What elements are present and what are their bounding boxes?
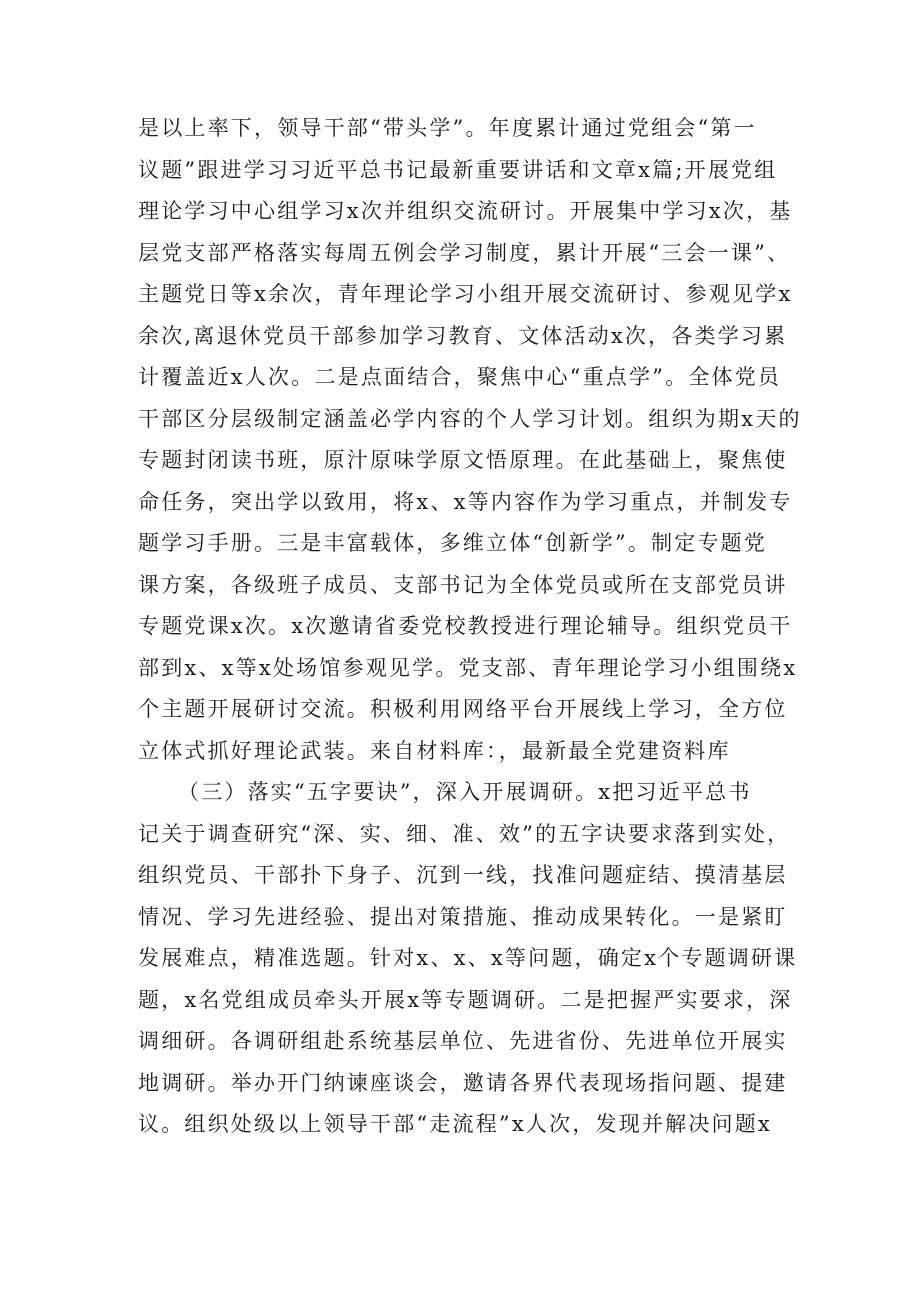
text-line: 个主题开展研讨交流。积极利用网络平台开展线上学习，全方位 [138, 697, 788, 721]
text-line: 专题党课x次。x次邀请省委党校教授进行理论辅导。组织党员干 [138, 614, 793, 638]
text-line: 发展难点，精准选题。针对x、x、x等问题，确定x个专题调研课 [138, 946, 798, 970]
text-line: 命任务，突出学以致用，将x、x等内容作为学习重点，并制发专 [138, 489, 793, 514]
text-line: 议。组织处级以上领导干部“走流程”x人次，发现并解决问题x [138, 1112, 772, 1136]
paragraph-heading-line: （三）落实“五字要诀”，深入开展调研。x把习近平总书 [178, 780, 752, 804]
text-line: 情况、学习先进经验、提出对策措施、推动成果转化。一是紧盯 [138, 904, 788, 929]
text-line: 议题”跟进学习习近平总书记最新重要讲话和文章x篇;开展党组 [138, 157, 778, 182]
text-line: 理论学习中心组学习x次并组织交流研讨。开展集中学习x次，基 [138, 199, 793, 223]
text-line: 专题封闭读书班，原汁原味学原文悟原理。在此基础上，聚焦使 [138, 448, 788, 472]
text-body [138, 108, 802, 1146]
text-line: 题，x名党组成员牵头开展x等专题调研。二是把握严实要求，深 [138, 987, 793, 1012]
text-line: 组织党员、干部扑下身子、沉到一线，找准问题症结、摸清基层 [138, 863, 788, 887]
text-line: 调细研。各调研组赴系统基层单位、先进省份、先进单位开展实 [138, 1029, 788, 1053]
text-line: 题学习手册。三是丰富载体，多维立体“创新学”。制定专题党 [138, 531, 768, 555]
text-line: 干部区分层级制定涵盖必学内容的个人学习计划。组织为期x天的 [138, 406, 802, 431]
text-line: 立体式抓好理论武装。来自材料库：，最新最全党建资料库 [138, 738, 731, 763]
text-line: 层党支部严格落实每周五例会学习制度，累计开展“三会一课”、 [138, 240, 791, 265]
text-line: 地调研。举办开门纳谏座谈会，邀请各界代表现场指问题、提建 [138, 1070, 788, 1095]
text-line: 记关于调查研究“深、实、细、准、效”的五字诀要求落到实处， [138, 821, 791, 846]
text-line: 是以上率下，领导干部“带头学”。年度累计通过党组会“第一 [138, 116, 757, 140]
text-line: 部到x、x等x处场馆参观见学。党支部、青年理论学习小组围绕x [138, 655, 798, 680]
text-line: 余次,离退休党员干部参加学习教育、文体活动x次，各类学习累 [138, 323, 788, 348]
text-line: 课方案，各级班子成员、支部书记为全体党员或所在支部党员讲 [138, 572, 788, 597]
text-line: 主题党日等x余次，青年理论学习小组开展交流研讨、参观见学x [138, 282, 793, 306]
text-line: 计覆盖近x人次。二是点面结合，聚焦中心“重点学”。全体党员 [138, 365, 782, 389]
